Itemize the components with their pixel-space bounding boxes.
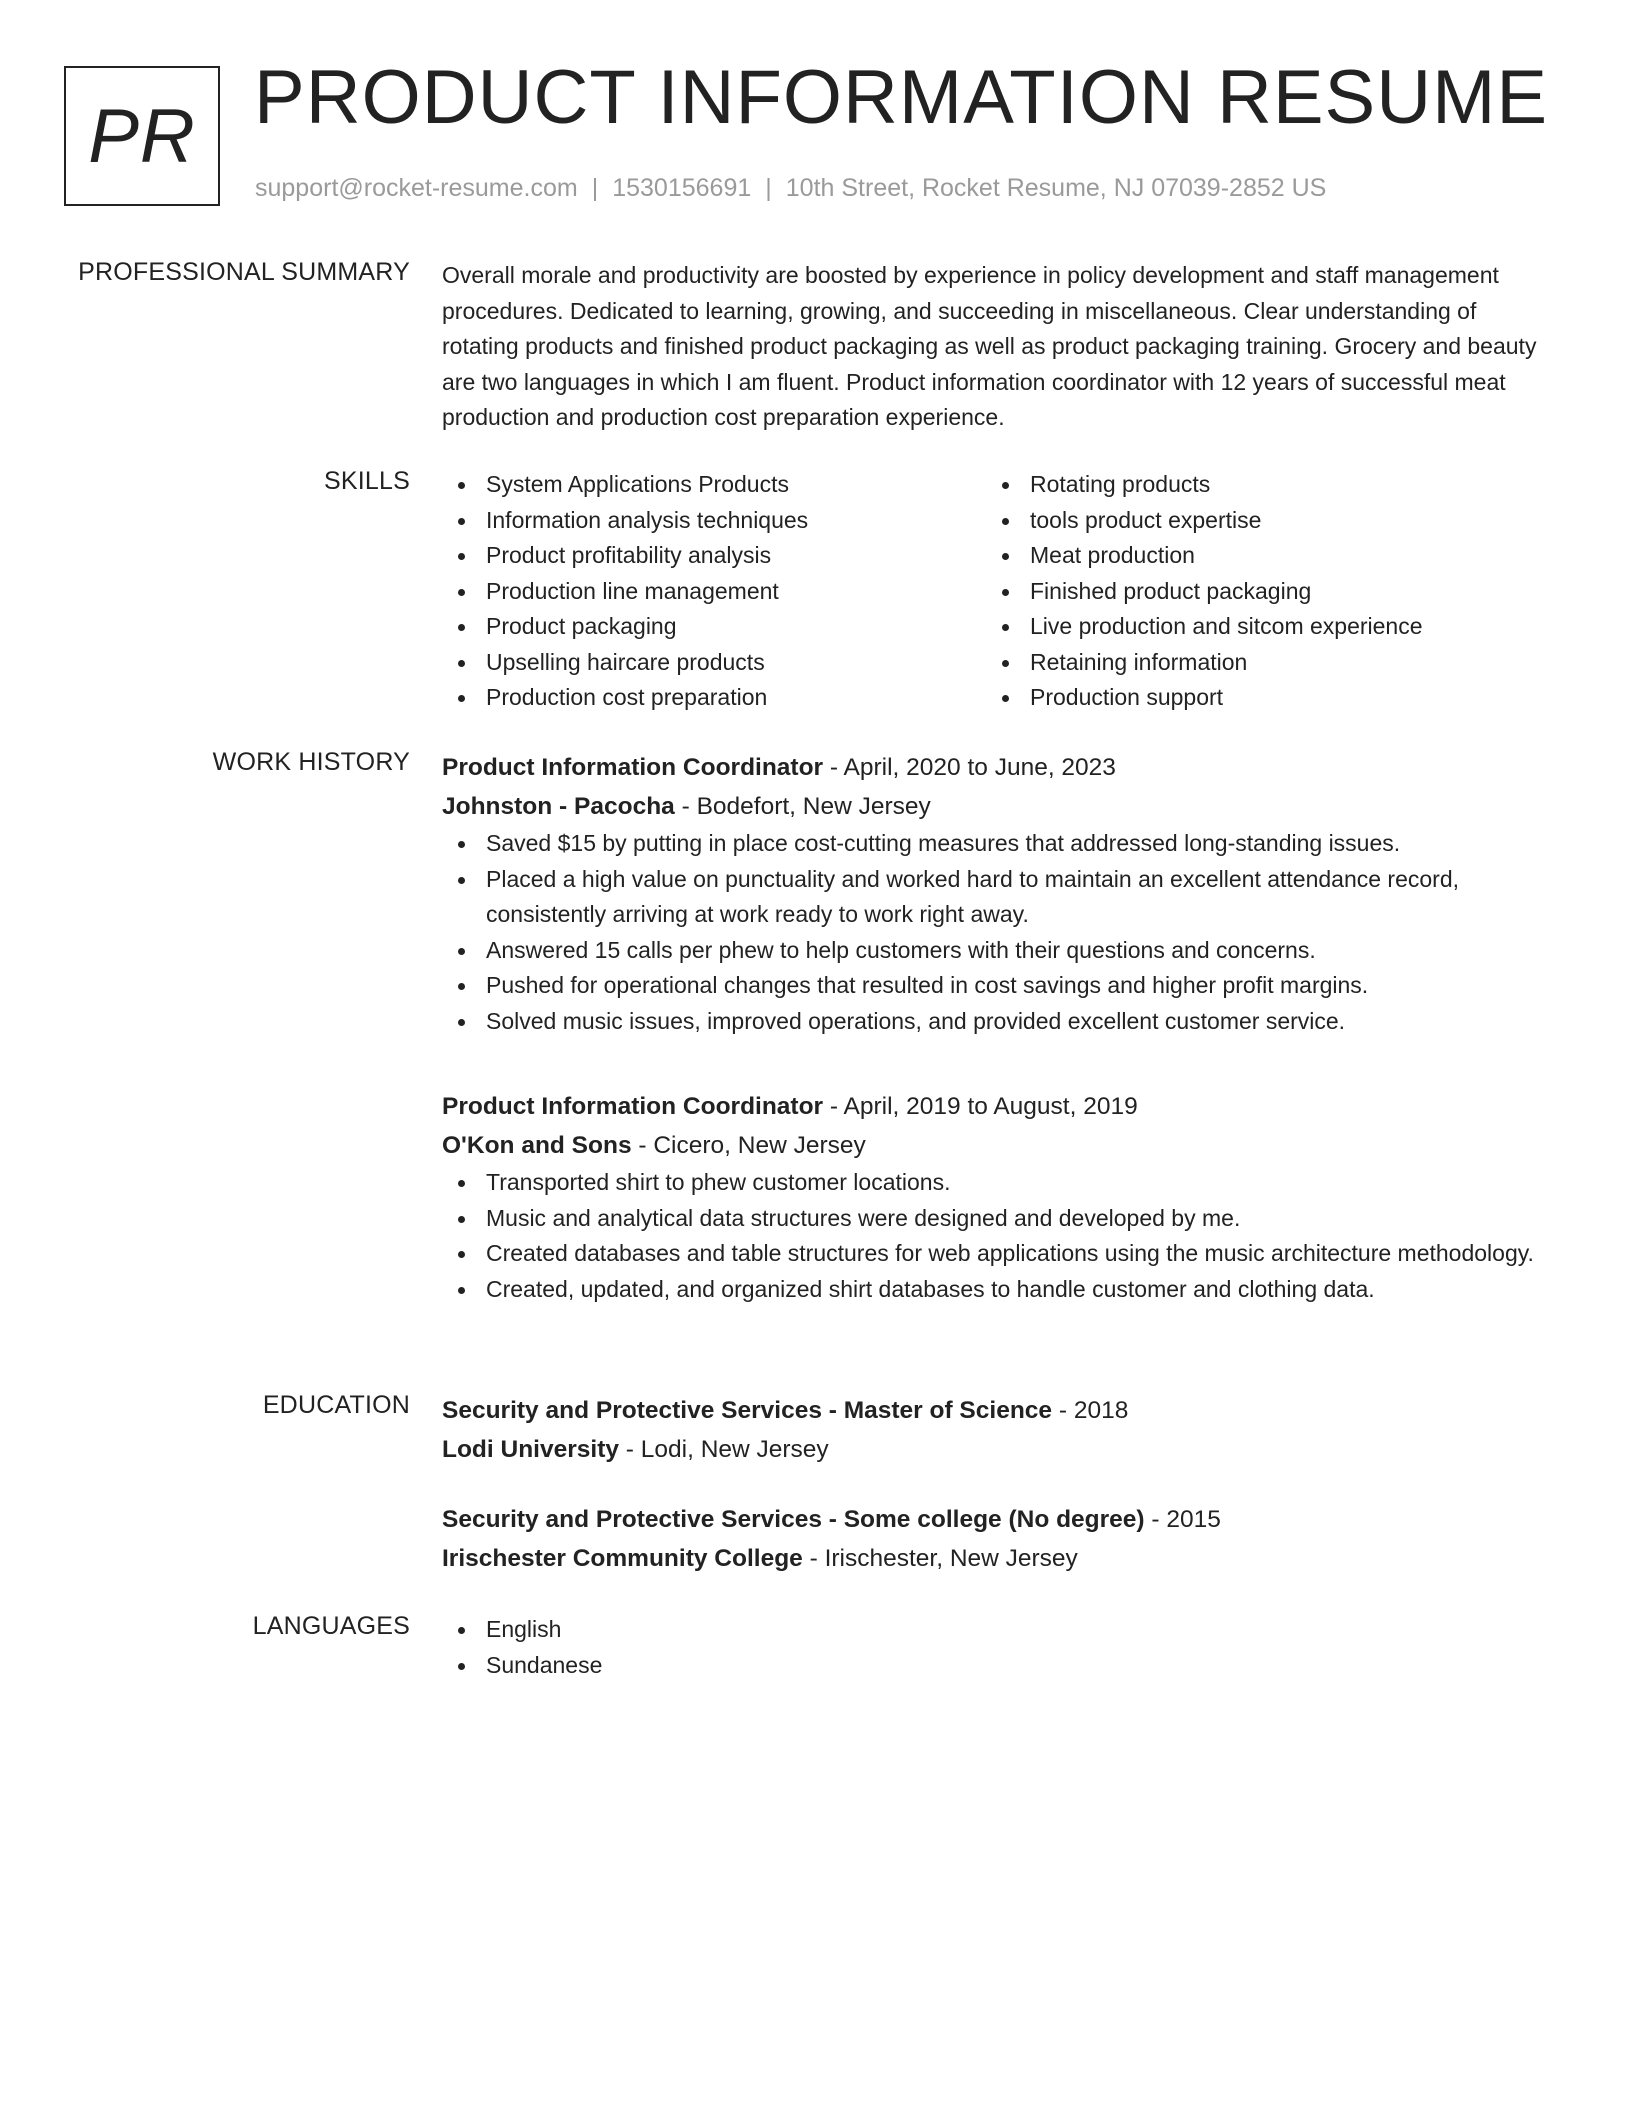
education-degree-line: [442, 1391, 1542, 1430]
monogram-box: [64, 66, 220, 206]
skills-column-right: [986, 467, 1530, 716]
work-history-body: [442, 1087, 1542, 1307]
education-heading: EDUCATION: [262, 1391, 410, 1419]
education-school-line: [442, 1430, 1542, 1469]
skill-item: Production line management: [442, 574, 986, 610]
job-bullet: Music and analytical data structures were designed and developed by me.: [442, 1201, 1542, 1237]
education-body: [442, 1391, 1542, 1469]
job-dates: - April, 2020 to June, 2023: [823, 754, 1116, 781]
skill-item: Product packaging: [442, 609, 986, 645]
contact-line: [255, 174, 1326, 203]
skill-item: Live production and sitcom experience: [986, 609, 1530, 645]
languages-body: [442, 1612, 1542, 1683]
skill-item: Finished product packaging: [986, 574, 1530, 610]
skill-item: System Applications Products: [442, 467, 986, 503]
education-school: Irischester Community College: [442, 1545, 803, 1572]
skill-item: Upselling haircare products: [442, 645, 986, 681]
skill-item: Production support: [986, 680, 1530, 716]
education-entry: [442, 1391, 1542, 1469]
skills-heading: SKILLS: [324, 467, 410, 495]
education-degree: Security and Protective Services - Master of Science: [442, 1397, 1053, 1424]
job-dates: - April, 2019 to August, 2019: [823, 1093, 1138, 1120]
work-history-heading: WORK HISTORY: [212, 748, 410, 776]
contact-address: 10th Street, Rocket Resume, NJ 07039-2852 US: [785, 174, 1327, 202]
education-school: Lodi University: [442, 1436, 619, 1463]
education-school-line: [442, 1539, 1542, 1578]
job-bullet: Saved $15 by putting in place cost-cutting measures that addressed long-standing issues.: [442, 826, 1542, 862]
summary-text: Overall morale and productivity are boosted by experience in policy development and staff management procedures. Dedicated to learning, growing, and succeeding in miscellaneous. Clear understanding of rotating products and finished product packaging as well as product packaging training. Grocery and beauty are two languages in which I am fluent. Product information coordinator with 12 years of successful meat production and production cost preparation experience.: [442, 262, 1537, 430]
contact-email: support@rocket-resume.com: [255, 174, 578, 202]
job-title-line: [442, 1087, 1542, 1126]
education-year: - 2018: [1052, 1397, 1129, 1424]
job-bullet: Created, updated, and organized shirt databases to handle customer and clothing data.: [442, 1272, 1542, 1308]
contact-separator: |: [765, 174, 772, 202]
skills-column-left: [442, 467, 986, 716]
job-title: Product Information Coordinator: [442, 754, 824, 781]
summary-heading: PROFESSIONAL SUMMARY: [78, 258, 410, 286]
job-entry: [442, 1087, 1542, 1307]
job-company: Johnston - Pacocha: [442, 793, 675, 820]
education-location: - Lodi, New Jersey: [618, 1436, 829, 1463]
skill-item: Rotating products: [986, 467, 1530, 503]
job-title-line: [442, 748, 1542, 787]
job-bullet: Created databases and table structures for web applications using the music architecture methodology.: [442, 1236, 1542, 1272]
education-entry: [442, 1500, 1542, 1578]
job-bullet: Answered 15 calls per phew to help customers with their questions and concerns.: [442, 933, 1542, 969]
resume-title: PRODUCT INFORMATION RESUME: [254, 55, 1549, 140]
job-bullet: Pushed for operational changes that resulted in cost savings and higher profit margins.: [442, 968, 1542, 1004]
education-body: [442, 1500, 1542, 1578]
job-entry: [442, 748, 1542, 1039]
job-location: - Bodefort, New Jersey: [674, 793, 931, 820]
monogram-initials: PR: [88, 93, 196, 179]
contact-separator: |: [591, 174, 599, 202]
language-item: Sundanese: [442, 1648, 1542, 1684]
job-bullet: Solved music issues, improved operations, and provided excellent customer service.: [442, 1004, 1542, 1040]
skill-item: Product profitability analysis: [442, 538, 986, 574]
skills-body: [442, 467, 1542, 716]
work-history-body: [442, 748, 1542, 1039]
skill-item: Information analysis techniques: [442, 503, 986, 539]
skill-item: Production cost preparation: [442, 680, 986, 716]
job-company-line: [442, 1126, 1542, 1165]
job-bullet: Transported shirt to phew customer locations.: [442, 1165, 1542, 1201]
job-location: - Cicero, New Jersey: [631, 1132, 866, 1159]
summary-body: [442, 258, 1542, 436]
contact-phone: 1530156691: [612, 174, 752, 202]
language-item: English: [442, 1612, 1542, 1648]
skill-item: Meat production: [986, 538, 1530, 574]
job-title: Product Information Coordinator: [442, 1093, 824, 1120]
education-degree-line: [442, 1500, 1542, 1539]
job-company-line: [442, 787, 1542, 826]
job-company: O'Kon and Sons: [442, 1132, 632, 1159]
job-bullet: Placed a high value on punctuality and worked hard to maintain an excellent attendance record, consistently arriving at work ready to work right away.: [442, 862, 1542, 933]
education-year: - 2015: [1144, 1506, 1221, 1533]
education-degree: Security and Protective Services - Some college (No degree): [442, 1506, 1145, 1533]
education-location: - Irischester, New Jersey: [802, 1545, 1078, 1572]
skill-item: tools product expertise: [986, 503, 1530, 539]
skill-item: Retaining information: [986, 645, 1530, 681]
languages-heading: LANGUAGES: [252, 1612, 410, 1640]
